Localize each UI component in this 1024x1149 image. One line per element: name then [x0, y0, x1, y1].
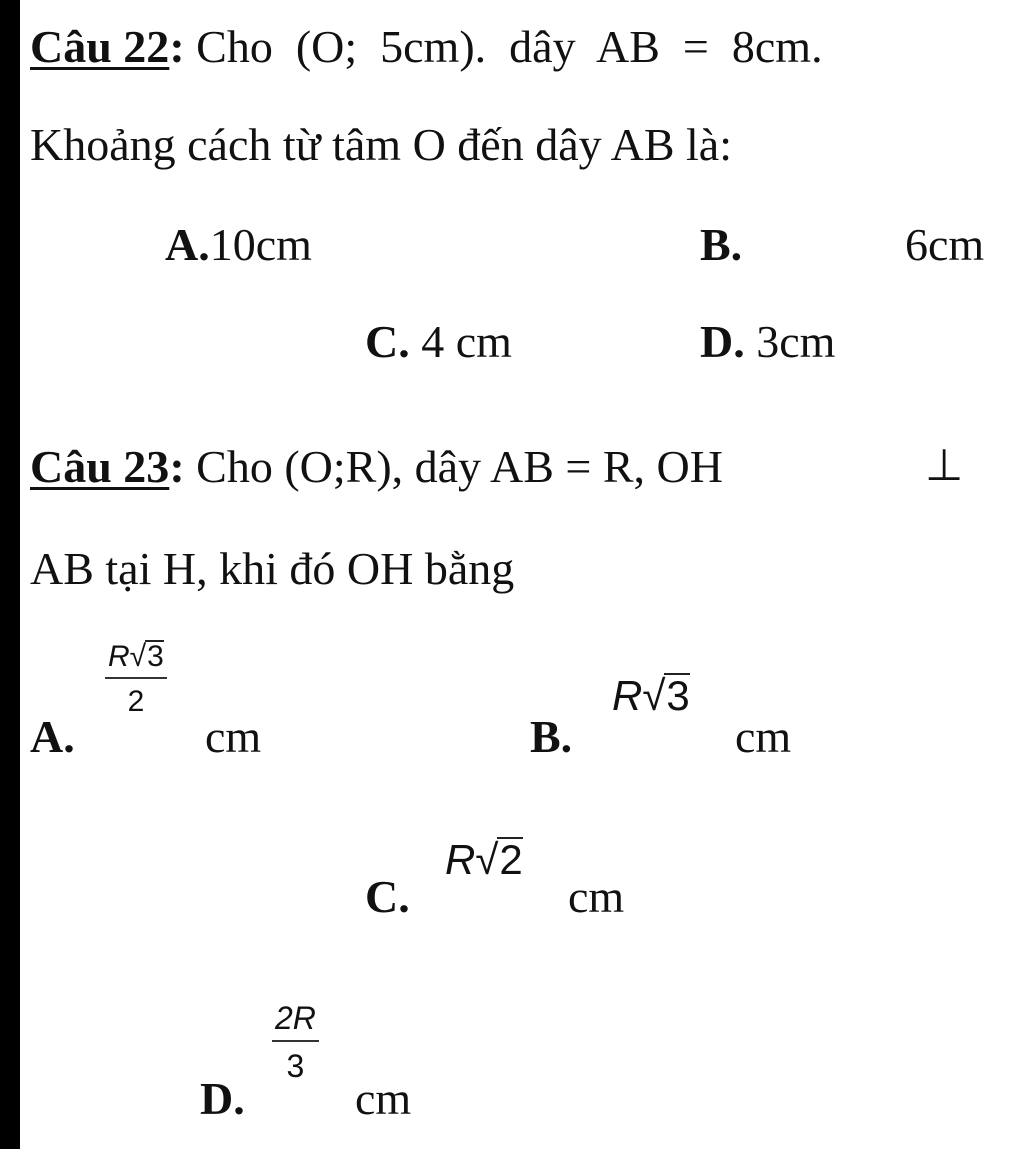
q22-stem-line1: [30, 20, 823, 73]
q23-option-c-unit: cm: [568, 871, 625, 922]
q22-stem-text: Cho (O; 5cm). dây AB = 8cm.: [196, 21, 823, 72]
q23-option-b-unit: cm: [735, 711, 792, 762]
q23-option-b-expr: R√3: [612, 672, 690, 719]
q23-label: Câu 23: [30, 441, 170, 492]
option-letter: A.: [165, 219, 210, 270]
q23-option-c[interactable]: [365, 870, 410, 923]
option-letter: D.: [700, 316, 745, 367]
q23-stem-line2: AB tại H, khi đó OH bằng: [30, 543, 515, 594]
q23-option-d-unit: cm: [355, 1073, 412, 1124]
option-letter: B.: [530, 711, 573, 762]
q23-stem-text: Cho (O;R), dây AB = R, OH: [196, 441, 723, 492]
sqrt-icon: √: [129, 640, 147, 673]
option-letter: C.: [365, 316, 410, 367]
q23-colon: :: [169, 441, 185, 492]
q22-option-b[interactable]: [700, 218, 742, 271]
fraction-denominator: 2: [127, 685, 145, 718]
q23-stem-line1: [30, 440, 723, 493]
fraction-numerator: R√3: [105, 640, 167, 679]
fraction-denominator: 3: [286, 1048, 305, 1084]
option-letter: D.: [200, 1073, 245, 1124]
q23-option-d[interactable]: [200, 1072, 245, 1125]
q22-option-a[interactable]: [165, 218, 312, 271]
fraction-numerator: 2R: [272, 1000, 319, 1042]
sqrt-icon: √: [475, 836, 499, 883]
q22-stem-line2: Khoảng cách từ tâm O đến dây AB là:: [30, 119, 732, 170]
sqrt-icon: √: [642, 672, 666, 719]
q22-label: Câu 22: [30, 21, 170, 72]
q23-option-d-fraction: [272, 1000, 319, 1085]
q22-option-b-value: 6cm: [905, 219, 985, 270]
option-value: 10cm: [209, 219, 312, 270]
q23-option-a[interactable]: [30, 710, 75, 763]
perpendicular-symbol: ⊥: [925, 440, 964, 491]
q23-option-c-expr: R√2: [445, 836, 523, 883]
option-value: 4 cm: [421, 316, 512, 367]
option-letter: B.: [700, 219, 743, 270]
option-letter: A.: [30, 711, 75, 762]
q22-option-c[interactable]: [365, 315, 512, 368]
q22-colon: :: [169, 21, 185, 72]
option-value: 3cm: [756, 316, 836, 367]
option-letter: C.: [365, 871, 410, 922]
left-margin-bar: [0, 0, 20, 1149]
q23-option-b[interactable]: [530, 710, 572, 763]
q23-option-a-unit: cm: [205, 711, 262, 762]
q23-option-a-fraction: [105, 640, 167, 719]
q22-option-d[interactable]: [700, 315, 835, 368]
